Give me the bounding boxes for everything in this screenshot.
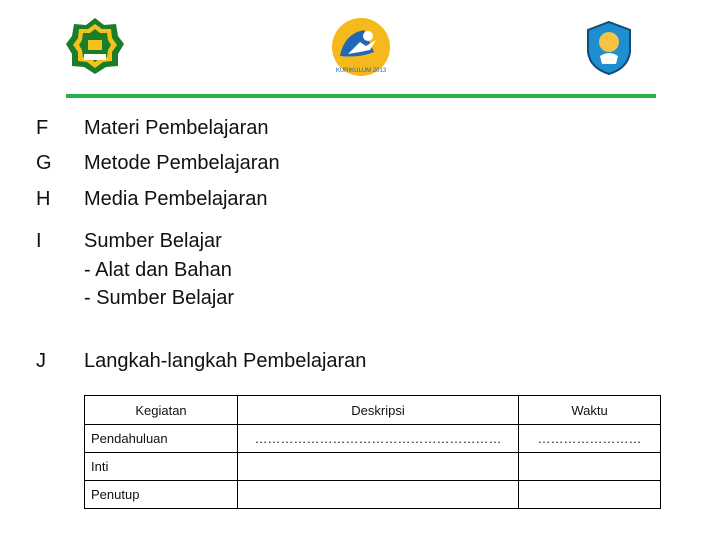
cell-deskripsi (238, 453, 519, 481)
cell-waktu (519, 481, 661, 509)
table-header-row (85, 396, 661, 425)
tut-wuri-handayani-icon (584, 20, 634, 76)
header-kegiatan: Kegiatan (85, 396, 238, 425)
section-label: Media Pembelajaran (84, 188, 268, 210)
divider-line (66, 94, 656, 98)
section-label: Materi Pembelajaran (84, 117, 269, 139)
activity-table (84, 395, 661, 509)
section-letter: F (36, 117, 49, 139)
cell-deskripsi: ………………………………………………… (238, 425, 519, 453)
kemenag-emblem-icon (64, 16, 126, 76)
cell-kegiatan: Inti (85, 453, 238, 481)
section-letter: J (36, 350, 46, 372)
kurikulum-caption: KURIKULUM 2013 (335, 68, 387, 74)
section-label: Langkah-langkah Pembelajaran (84, 350, 367, 372)
header-waktu: Waktu (519, 396, 661, 425)
cell-deskripsi (238, 481, 519, 509)
table-row (85, 481, 661, 509)
table-row (85, 453, 661, 481)
cell-waktu (519, 453, 661, 481)
sumber-item-alat: - Alat dan Bahan (84, 259, 232, 281)
section-letter: I (36, 230, 42, 252)
sumber-item-sumber: - Sumber Belajar (84, 287, 235, 309)
header-deskripsi: Deskripsi (238, 396, 519, 425)
cell-kegiatan: Pendahuluan (85, 425, 238, 453)
section-letter: H (36, 188, 51, 210)
section-letter: G (36, 152, 52, 174)
cell-kegiatan: Penutup (85, 481, 238, 509)
section-label: Metode Pembelajaran (84, 152, 280, 174)
section-label: Sumber Belajar (84, 230, 222, 252)
cell-waktu: …………………… (519, 425, 661, 453)
kurikulum-2013-logo-icon (330, 16, 392, 80)
table-row (85, 425, 661, 453)
